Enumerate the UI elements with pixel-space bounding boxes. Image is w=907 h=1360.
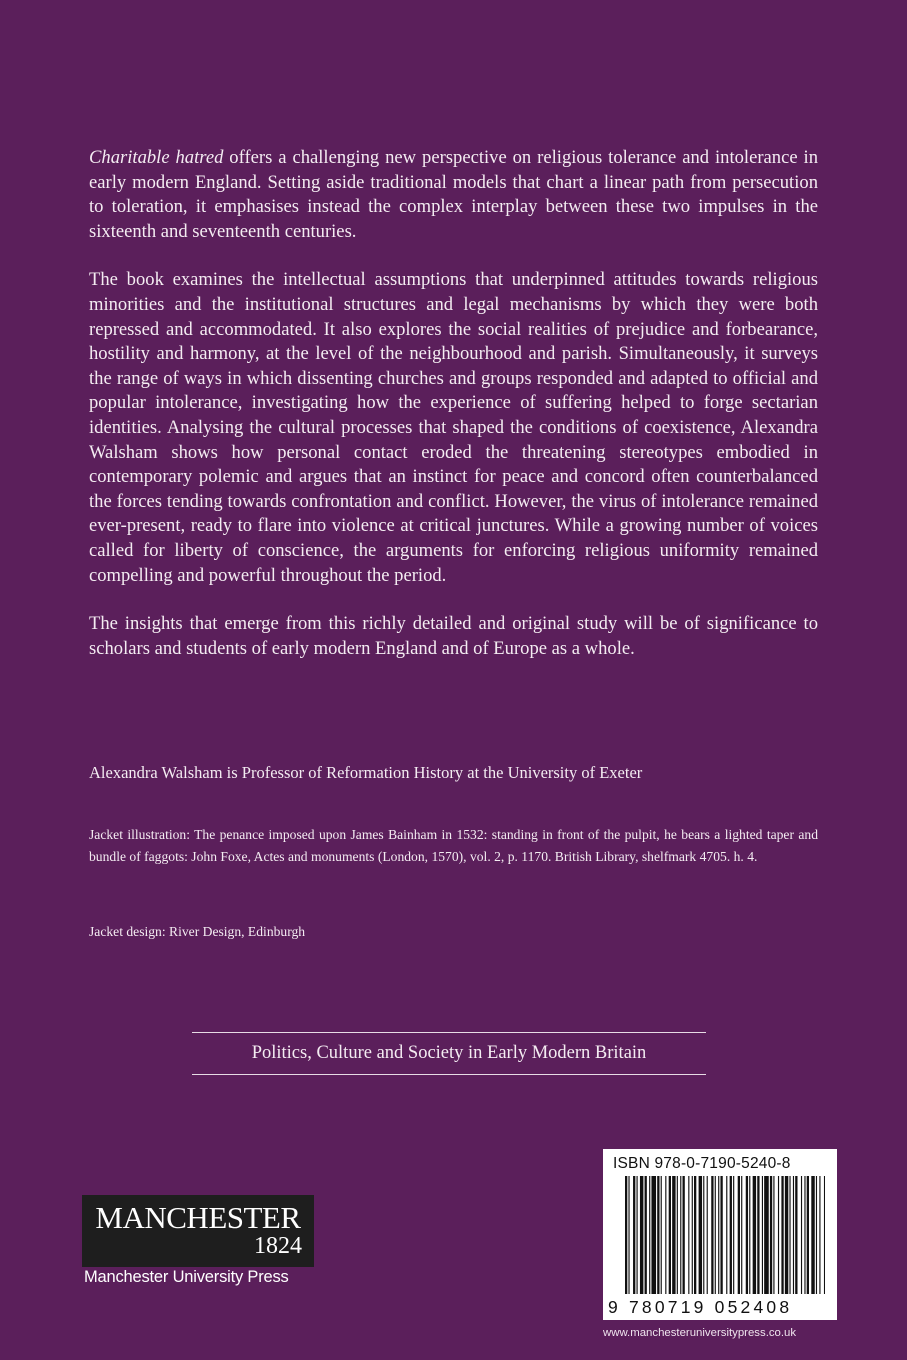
barcode-bar bbox=[665, 1176, 666, 1294]
barcode-bar bbox=[746, 1176, 748, 1294]
barcode-bar bbox=[819, 1176, 820, 1294]
barcode-bar bbox=[694, 1176, 696, 1294]
barcode-bar bbox=[645, 1176, 647, 1294]
barcode-bar bbox=[801, 1176, 802, 1294]
publisher-url[interactable]: www.manchesteruniversitypress.co.uk bbox=[603, 1327, 797, 1339]
barcode-bar bbox=[816, 1176, 817, 1294]
barcode-bar bbox=[804, 1176, 805, 1294]
isbn-label: ISBN 978-0-7190-5240-8 bbox=[613, 1155, 791, 1172]
barcode-bar bbox=[688, 1176, 689, 1294]
barcode-bar bbox=[733, 1176, 734, 1294]
barcode-bar bbox=[628, 1176, 629, 1294]
publisher-name: Manchester University Press bbox=[84, 1268, 289, 1286]
blurb-paragraph-1 bbox=[89, 146, 818, 244]
author-note: Alexandra Walsham is Professor of Reformation History at the University of Exeter bbox=[89, 763, 643, 782]
barcode-bar bbox=[683, 1176, 685, 1294]
barcode-bar bbox=[789, 1176, 790, 1294]
barcode-bar bbox=[699, 1176, 702, 1294]
barcode-bar bbox=[651, 1176, 656, 1294]
barcode-bar bbox=[657, 1176, 659, 1294]
barcode-bar bbox=[807, 1176, 809, 1294]
jacket-design-credit: Jacket design: River Design, Edinburgh bbox=[89, 924, 306, 939]
logo-name: MANCHESTER bbox=[95, 1200, 301, 1235]
blurb-paragraph-3: The insights that emerge from this richly detailed and original study will be of significance to scholars and students of early modern England and of Europe as a whole. bbox=[89, 613, 818, 659]
barcode-bar bbox=[680, 1176, 681, 1294]
barcode-bar bbox=[661, 1176, 662, 1294]
jacket-illustration-credit: Jacket illustration: The penance imposed upon James Bainham in 1532: standing in front of the pulpit, he bears a lighted taper and bundle of faggots: John Foxe, Actes and monuments (London, 1570), vol. 2, p. 1170. British Library, shelfmark 4705. h. 4. bbox=[89, 827, 818, 864]
blurb bbox=[89, 146, 818, 661]
barcode-bar bbox=[753, 1176, 756, 1294]
barcode-bar bbox=[692, 1176, 693, 1294]
barcode-bar bbox=[770, 1176, 772, 1294]
barcode-bar bbox=[640, 1176, 643, 1294]
barcode-bar bbox=[785, 1176, 788, 1294]
barcode-bar bbox=[738, 1176, 740, 1294]
barcode-bar bbox=[718, 1176, 719, 1294]
barcode-bar bbox=[773, 1176, 774, 1294]
barcode-bar bbox=[824, 1176, 825, 1294]
barcode-bar bbox=[726, 1176, 727, 1294]
barcode-bar bbox=[669, 1176, 671, 1294]
barcode-bar bbox=[715, 1176, 716, 1294]
barcode-bar bbox=[795, 1176, 797, 1294]
barcode-bar bbox=[637, 1176, 638, 1294]
barcode-bar bbox=[749, 1176, 750, 1294]
barcode-bar bbox=[757, 1176, 759, 1294]
series-title-text: Politics, Culture and Society in Early Modern Britain bbox=[251, 1043, 647, 1063]
barcode-bar bbox=[707, 1176, 708, 1294]
barcode-bar bbox=[811, 1176, 814, 1294]
barcode-bar bbox=[672, 1176, 675, 1294]
barcode-digits: 9 780719 052408 bbox=[608, 1297, 793, 1317]
series-title bbox=[192, 1032, 706, 1075]
barcode-bars bbox=[625, 1176, 825, 1304]
barcode-bar bbox=[711, 1176, 713, 1294]
isbn-barcode bbox=[603, 1149, 837, 1320]
barcode-bar bbox=[633, 1176, 635, 1294]
barcode-bar bbox=[793, 1176, 794, 1294]
book-title-italic: Charitable hatred bbox=[89, 147, 224, 168]
blurb-paragraph-2: The book examines the intellectual assumptions that underpinned attitudes towards religious minorities and the institutional structures and legal mechanisms by which they were both repressed and accommodated. It also explores the social realities of prejudice and forbearance, hostility and harmony, at the level of the neighbourhood and parish. Simultaneously, it surveys the range of ways in which dissenting churches and groups responded and adapted to official and popular intolerance, investigating how the experience of suffering helped to forge sectarian identities. Analysing the cultural processes that shaped the conditions of coexistence, Alexandra Walsham shows how personal contact eroded the threatening stereotypes embodied in contemporary polemic and argues that an instinct for peace and concord often counterbalanced the forces tending towards confrontation and conflict. However, the virus of intolerance remained ever-present, ready to flare into violence at critical junctures. While a growing number of voices called for liberty of conscience, the arguments for enforcing religious uniformity remained compelling and powerful throughout the period. bbox=[89, 269, 818, 586]
barcode-bar bbox=[741, 1176, 742, 1294]
barcode-bar bbox=[625, 1176, 627, 1294]
logo-year: 1824 bbox=[254, 1233, 302, 1259]
barcode-bar bbox=[703, 1176, 704, 1294]
barcode-bar bbox=[649, 1176, 650, 1294]
barcode-bar bbox=[677, 1176, 678, 1294]
barcode-bar bbox=[781, 1176, 783, 1294]
barcode-bar bbox=[764, 1176, 769, 1294]
barcode-bar bbox=[778, 1176, 779, 1294]
publisher-logo bbox=[82, 1195, 314, 1267]
barcode-bar bbox=[762, 1176, 763, 1294]
barcode-bar bbox=[720, 1176, 722, 1294]
barcode-bar bbox=[730, 1176, 732, 1294]
blurb-paragraph-1-text: offers a challenging new perspective on religious tolerance and intolerance in early modern England. Setting aside traditional models that chart a linear path from persecution to toleration, it emphasises instead the complex interplay between these two impulses in the sixteenth and seventeenth centuries. bbox=[89, 147, 818, 242]
